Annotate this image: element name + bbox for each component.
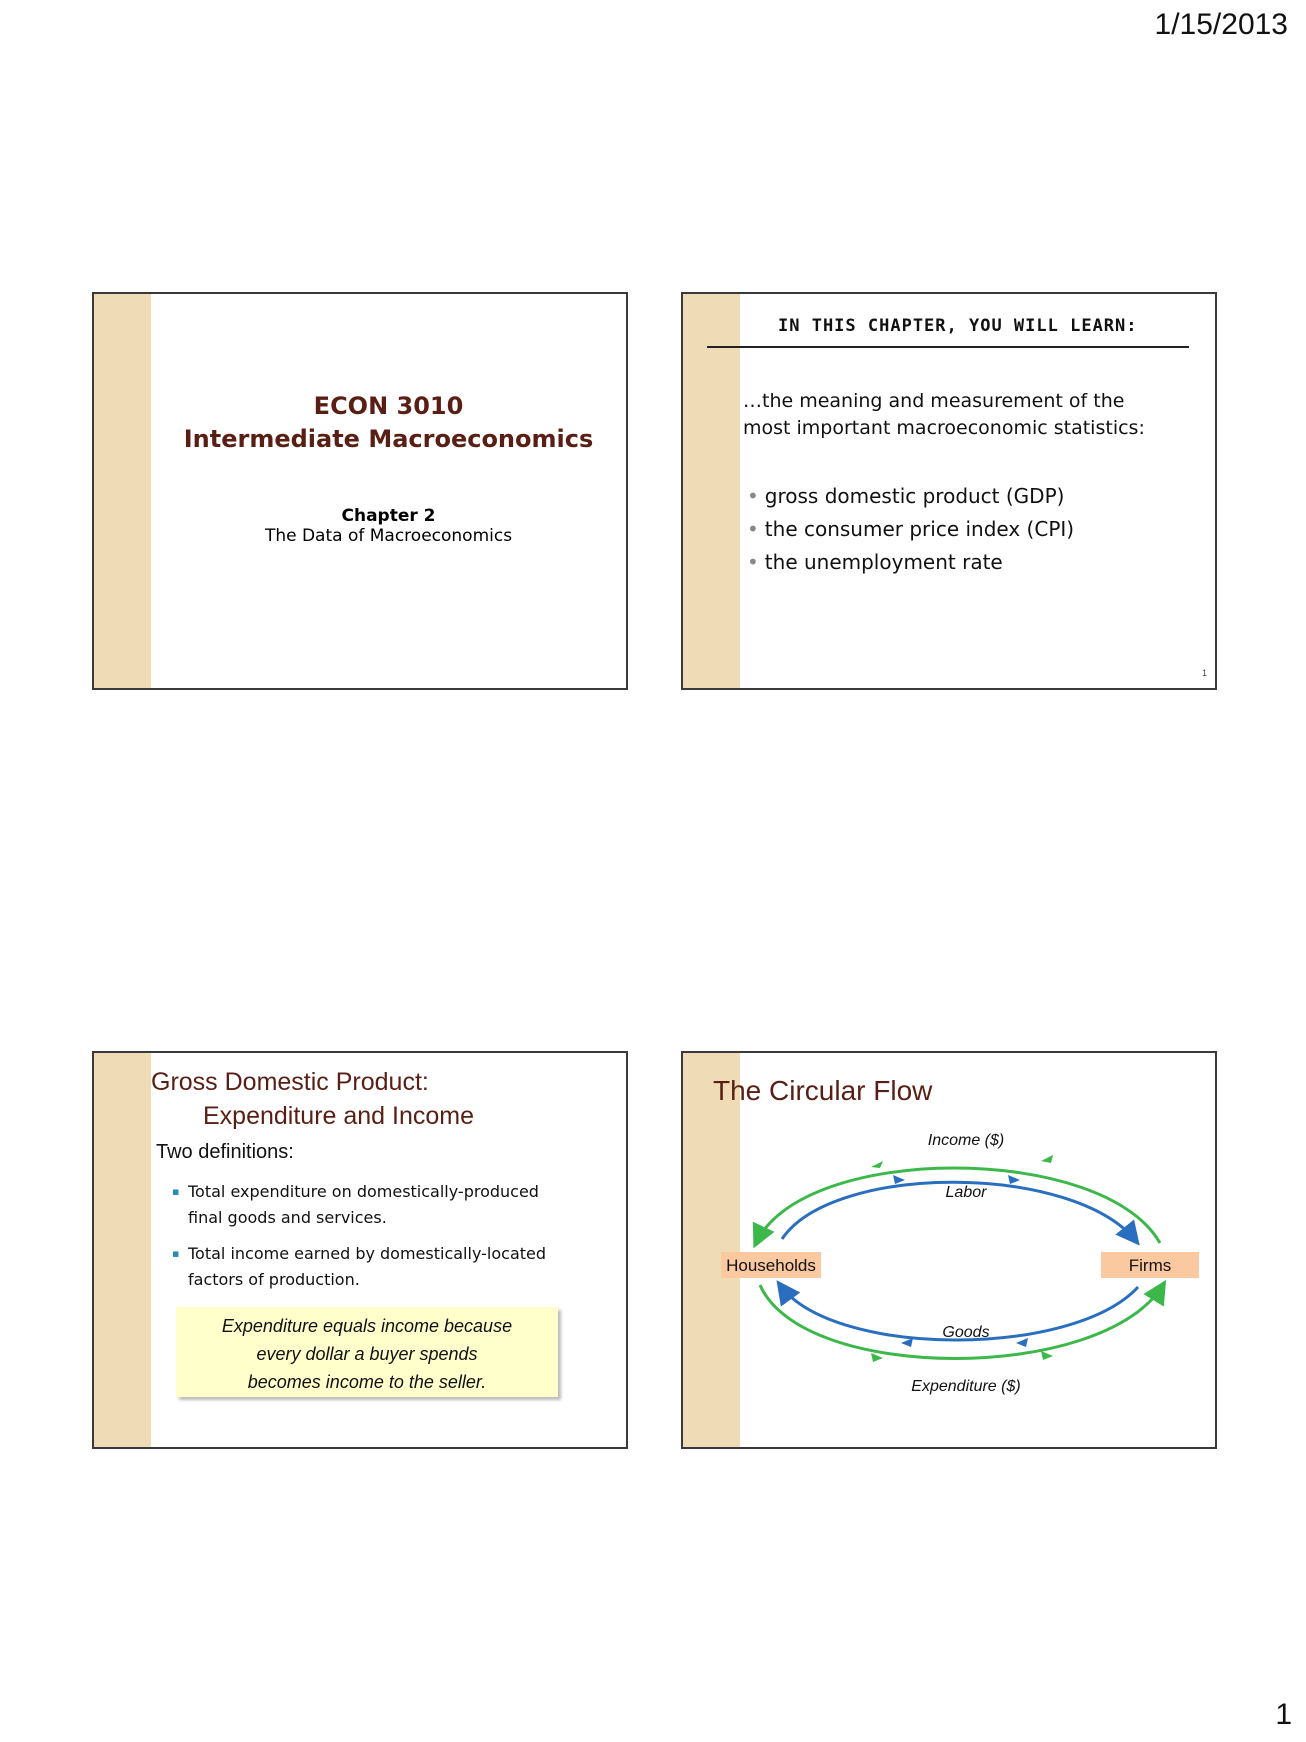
slide-heading: IN THIS CHAPTER, YOU WILL LEARN: bbox=[778, 316, 1138, 336]
heading-rule bbox=[707, 346, 1189, 348]
title-line: Expenditure and Income bbox=[203, 1102, 475, 1130]
arrow-left-icon bbox=[1016, 1338, 1028, 1347]
list-item bbox=[172, 1241, 592, 1293]
chapter-number: Chapter 2 bbox=[341, 506, 436, 526]
course-name: Intermediate Macroeconomics bbox=[183, 425, 594, 453]
definition-line: Total income earned by domestically-located bbox=[188, 1244, 547, 1263]
arrow-right-icon bbox=[1041, 1351, 1053, 1360]
page-date: 1/15/2013 bbox=[1154, 8, 1288, 41]
slide-title bbox=[151, 1065, 474, 1133]
definition-line: Total expenditure on domestically-produced bbox=[188, 1182, 539, 1201]
labor-label: Labor bbox=[945, 1184, 987, 1201]
income-label: Income ($) bbox=[927, 1132, 1005, 1149]
callout-line: every dollar a buyer spends bbox=[256, 1344, 478, 1364]
arrow-right-icon bbox=[1008, 1175, 1020, 1184]
income-flow-arc bbox=[756, 1168, 1160, 1243]
callout-line: Expenditure equals income because bbox=[221, 1316, 513, 1336]
expenditure-label: Expenditure ($) bbox=[911, 1378, 1021, 1395]
slide-circular-flow bbox=[681, 1051, 1217, 1449]
slide-title bbox=[92, 292, 628, 690]
slide-band bbox=[94, 1053, 151, 1447]
list-item bbox=[172, 1179, 592, 1231]
callout-box bbox=[176, 1307, 558, 1397]
subheading: Two definitions: bbox=[156, 1141, 294, 1163]
list-item: • the unemployment rate bbox=[747, 546, 1074, 579]
arrow-right-icon bbox=[871, 1353, 883, 1362]
definition-line: final goods and services. bbox=[188, 1208, 387, 1227]
course-code: ECON 3010 bbox=[313, 392, 464, 420]
households-label: Households bbox=[726, 1256, 816, 1275]
intro-line: most important macroeconomic statistics: bbox=[743, 417, 1145, 439]
arrow-right-icon bbox=[893, 1175, 905, 1184]
circular-flow-diagram bbox=[683, 1053, 1215, 1447]
list-item: • gross domestic product (GDP) bbox=[747, 480, 1074, 513]
slide-number: 1 bbox=[1201, 668, 1207, 678]
list-item: • the consumer price index (CPI) bbox=[747, 513, 1074, 546]
callout-line: becomes income to the seller. bbox=[247, 1372, 487, 1392]
definition-line: factors of production. bbox=[188, 1270, 360, 1289]
intro-text bbox=[743, 388, 1193, 442]
slide-gdp-definitions bbox=[92, 1051, 628, 1449]
slide-learning-goals bbox=[681, 292, 1217, 690]
arrow-left-icon bbox=[901, 1338, 913, 1347]
arrow-left-icon bbox=[1041, 1155, 1053, 1163]
intro-line: …the meaning and measurement of the bbox=[743, 390, 1125, 412]
chapter-info bbox=[151, 506, 626, 546]
chapter-title: The Data of Macroeconomics bbox=[264, 526, 513, 546]
page-number: 1 bbox=[1275, 1698, 1292, 1731]
expenditure-flow-arc bbox=[760, 1285, 1163, 1359]
statistics-list bbox=[747, 480, 1074, 579]
goods-label: Goods bbox=[942, 1324, 990, 1341]
arrow-left-icon bbox=[871, 1161, 883, 1168]
slide-band bbox=[94, 294, 151, 688]
firms-label: Firms bbox=[1128, 1256, 1172, 1275]
slide-band bbox=[683, 294, 740, 688]
course-heading bbox=[151, 390, 626, 456]
title-line: Gross Domestic Product: bbox=[151, 1068, 429, 1096]
definitions-list bbox=[172, 1179, 592, 1303]
slide-title: The Circular Flow bbox=[713, 1075, 933, 1106]
